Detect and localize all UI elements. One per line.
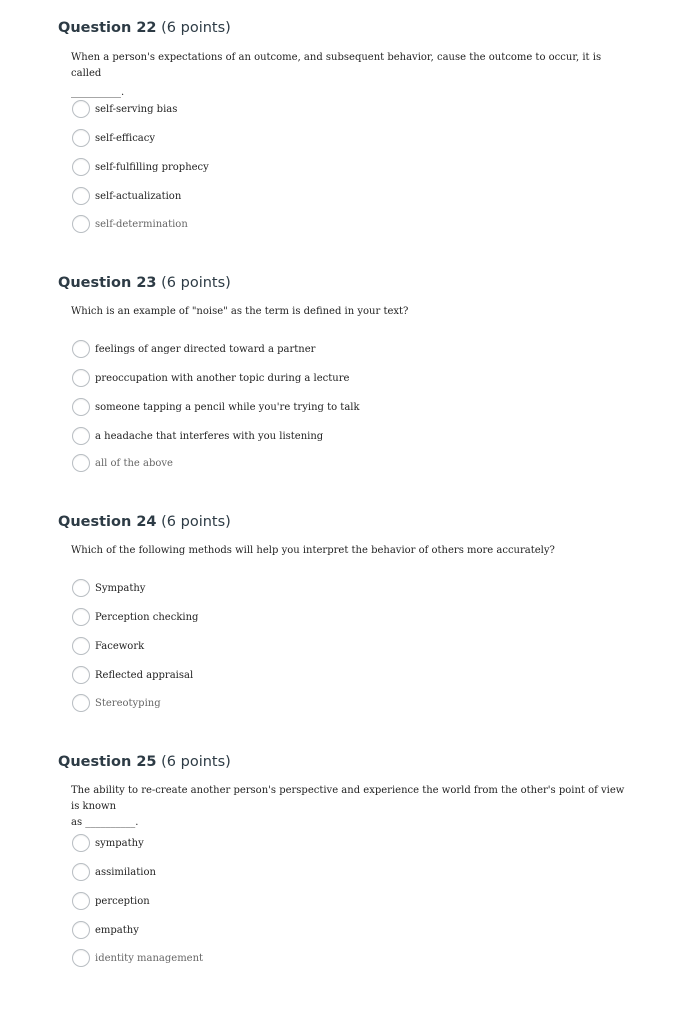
answer-option[interactable]	[72, 214, 188, 234]
radio-button[interactable]	[72, 949, 90, 967]
radio-button[interactable]	[72, 579, 90, 597]
question-text-line: When a person's expectations of an outcome, and subsequent behavior, cause the outcome to occur, it is called	[71, 52, 602, 79]
radio-button[interactable]	[72, 340, 90, 358]
answer-option[interactable]	[72, 368, 349, 388]
question-title	[58, 754, 231, 770]
option-label: sympathy	[95, 837, 144, 849]
answer-option[interactable]	[72, 636, 144, 656]
radio-button[interactable]	[72, 129, 90, 147]
question-text	[71, 304, 631, 320]
question-number: Question 22	[58, 20, 157, 36]
radio-button[interactable]	[72, 608, 90, 626]
question-points: (6 points)	[161, 20, 231, 36]
answer-option[interactable]	[72, 607, 198, 627]
question-text-line: __________.	[71, 87, 125, 98]
option-label: a headache that interferes with you listening	[95, 430, 324, 442]
answer-option[interactable]	[72, 99, 177, 119]
radio-button[interactable]	[72, 398, 90, 416]
question-title	[58, 514, 231, 530]
radio-button[interactable]	[72, 921, 90, 939]
option-label: all of the above	[95, 457, 173, 469]
question-points: (6 points)	[161, 754, 231, 770]
option-label: Stereotyping	[95, 697, 161, 709]
question-points: (6 points)	[161, 514, 231, 530]
answer-option[interactable]	[72, 665, 193, 685]
radio-button[interactable]	[72, 158, 90, 176]
answer-option[interactable]	[72, 397, 360, 417]
question-text-line: The ability to re-create another person's perspective and experience the world from the other's point of view is known	[71, 785, 625, 812]
option-label: Perception checking	[95, 611, 199, 623]
radio-button[interactable]	[72, 215, 90, 233]
option-label: self-determination	[95, 218, 188, 230]
option-label: self-actualization	[95, 190, 182, 202]
radio-button[interactable]	[72, 369, 90, 387]
answer-option[interactable]	[72, 426, 323, 446]
answer-option[interactable]	[72, 578, 145, 598]
answer-option[interactable]	[72, 157, 209, 177]
answer-option[interactable]	[72, 948, 203, 968]
radio-button[interactable]	[72, 454, 90, 472]
option-label: assimilation	[95, 866, 156, 878]
question-number: Question 23	[58, 275, 157, 291]
option-label: Reflected appraisal	[95, 669, 194, 681]
question-title	[58, 20, 231, 36]
option-label: self-efficacy	[95, 132, 156, 144]
question-text	[71, 50, 631, 101]
question-number: Question 25	[58, 754, 157, 770]
answer-option[interactable]	[72, 920, 139, 940]
radio-button[interactable]	[72, 100, 90, 118]
answer-option[interactable]	[72, 891, 150, 911]
radio-button[interactable]	[72, 637, 90, 655]
answer-option[interactable]	[72, 128, 155, 148]
option-label: Sympathy	[95, 582, 146, 594]
answer-option[interactable]	[72, 833, 144, 853]
question-text-line: Which is an example of "noise" as the term is defined in your text?	[71, 306, 409, 317]
radio-button[interactable]	[72, 834, 90, 852]
answer-option[interactable]	[72, 862, 156, 882]
question-text	[71, 543, 631, 559]
radio-button[interactable]	[72, 892, 90, 910]
answer-option[interactable]	[72, 186, 181, 206]
radio-button[interactable]	[72, 666, 90, 684]
option-label: self-fulfilling prophecy	[95, 161, 209, 173]
option-label: identity management	[95, 952, 204, 964]
option-label: self-serving bias	[95, 103, 178, 115]
option-label: empathy	[95, 924, 139, 936]
question-title	[58, 275, 231, 291]
question-points: (6 points)	[161, 275, 231, 291]
radio-button[interactable]	[72, 694, 90, 712]
option-label: Facework	[95, 640, 145, 652]
answer-option[interactable]	[72, 339, 315, 359]
radio-button[interactable]	[72, 863, 90, 881]
option-label: someone tapping a pencil while you're trying to talk	[95, 401, 360, 413]
answer-option[interactable]	[72, 693, 161, 713]
radio-button[interactable]	[72, 187, 90, 205]
option-label: feelings of anger directed toward a partner	[95, 343, 316, 355]
question-text-line: as __________.	[71, 817, 139, 828]
radio-button[interactable]	[72, 427, 90, 445]
question-number: Question 24	[58, 514, 157, 530]
question-text-line: Which of the following methods will help you interpret the behavior of others more accurately?	[71, 545, 555, 556]
answer-option[interactable]	[72, 453, 173, 473]
question-text	[71, 783, 631, 831]
option-label: preoccupation with another topic during a lecture	[95, 372, 350, 384]
option-label: perception	[95, 895, 150, 907]
